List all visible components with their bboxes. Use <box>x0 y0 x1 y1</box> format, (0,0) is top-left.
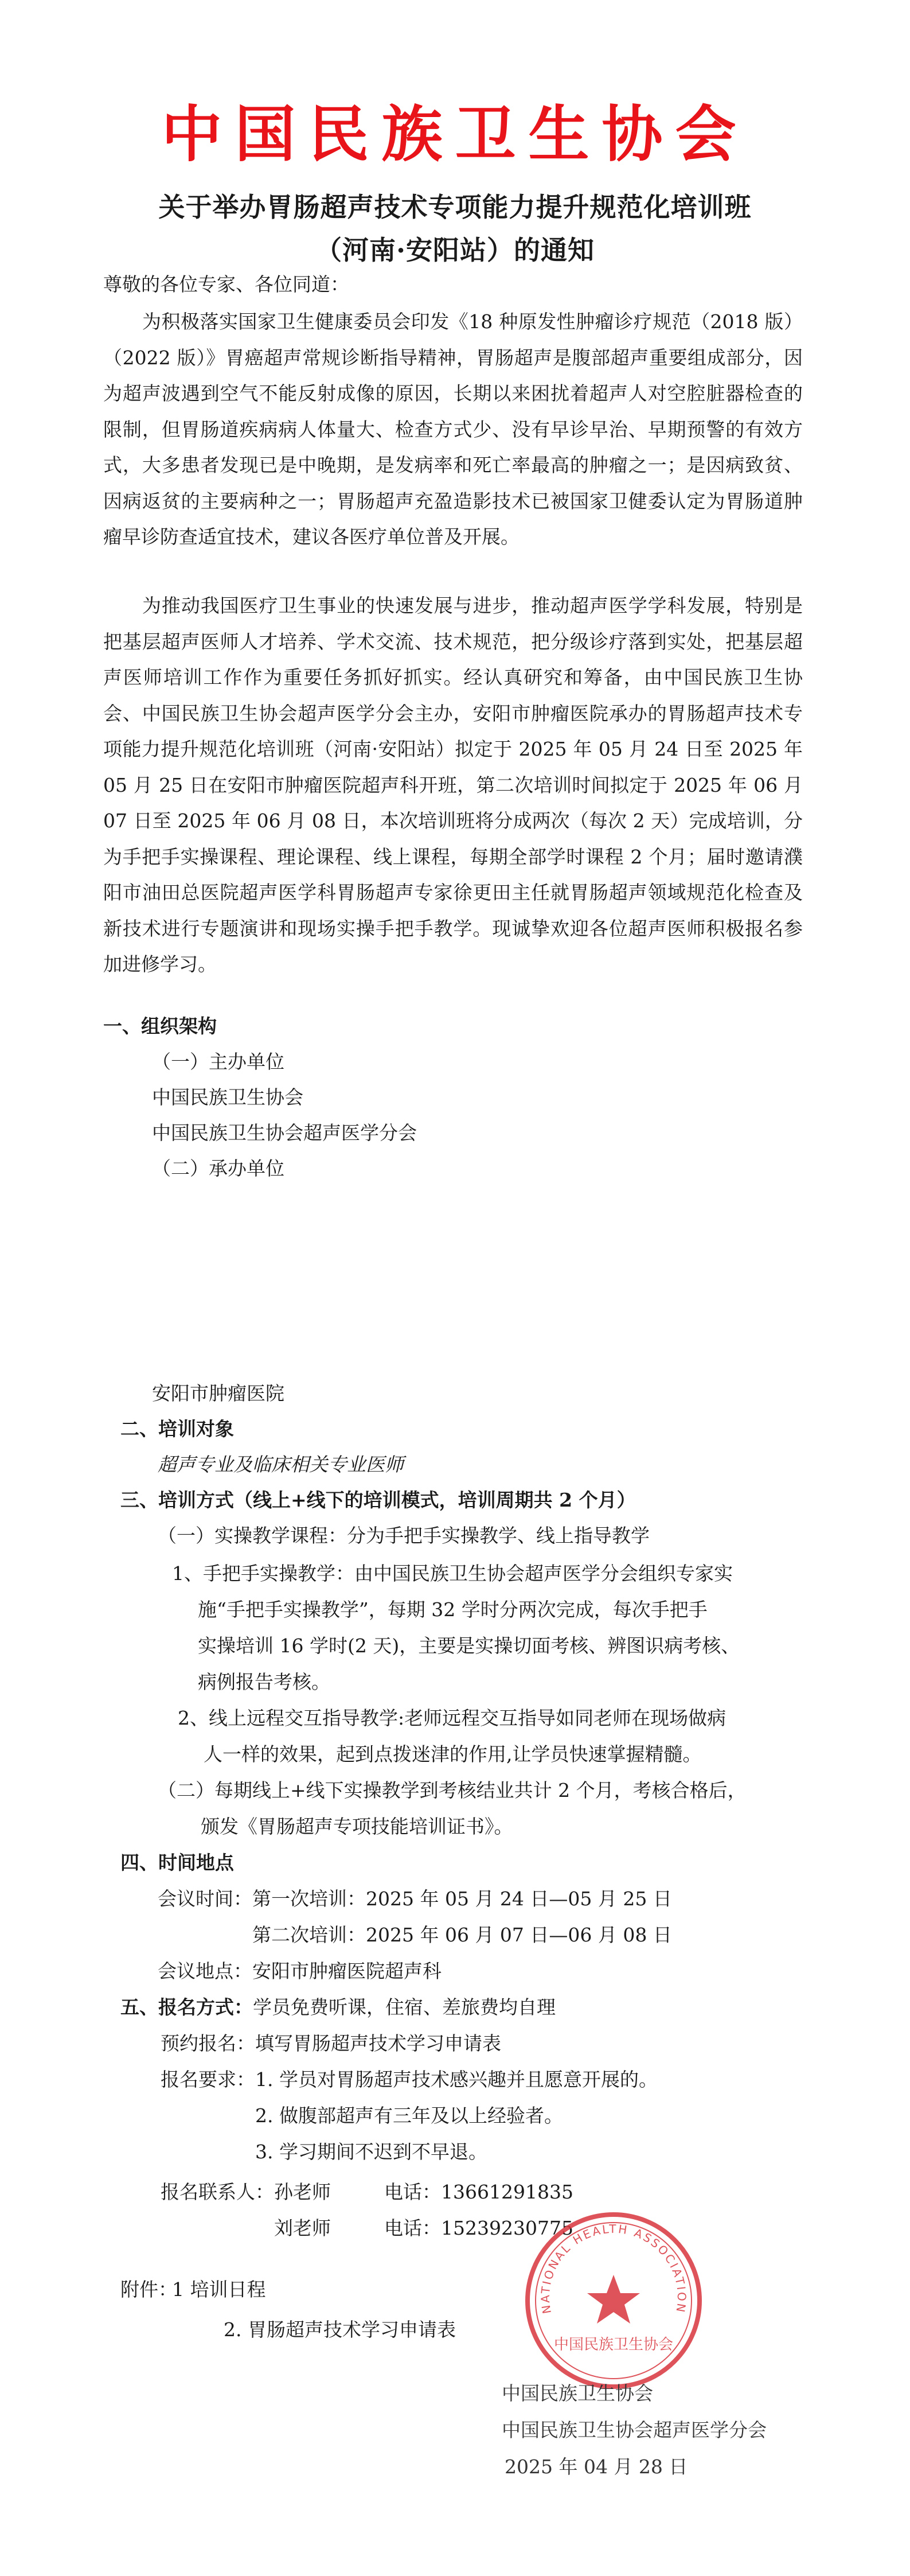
seal-star-icon <box>587 2275 640 2324</box>
item2-line1: 2、线上远程交互指导教学:老师远程交互指导如同老师在现场做病 <box>178 1707 727 1729</box>
venue-value: 安阳市肿瘤医院超声科 <box>252 1960 442 1982</box>
signature-date: 2025 年 04 月 28 日 <box>505 2456 688 2478</box>
section3-sub1: （一）实操教学课程：分为手把手实操教学、线上指导教学 <box>158 1524 650 1547</box>
requirement-1: 1. 学员对胃肠超声技术感兴趣并且愿意开展的。 <box>255 2068 658 2091</box>
seal-outer-text: NATIONAL HEALTH ASSOCIATION <box>538 2221 689 2315</box>
item2-line2: 人一样的效果，起到点拨迷津的作用,让学员快速掌握精髓。 <box>204 1743 702 1765</box>
signature-org2: 中国民族卫生协会超声医学分会 <box>502 2419 767 2441</box>
section1-heading: 一、组织架构 <box>103 1015 217 1037</box>
paragraph-intro: 为积极落实国家卫生健康委员会印发《18 种原发性肿瘤诊疗规范（2018 版）（2022 版）》胃癌超声常规诊断指导精神，胃肠超声是腹部超声重要组成部分，因为超声波遇到空气不能反射成像的原因，长期以来困扰着超声人对空腔脏器检查的限制，但胃肠道疾病病人体量大、检查方式少、没有早诊早治、早期预警的有效方式，大多患者发现已是中晚期，是发病率和死亡率最高的肿瘤之一；是因病致贫、因病返贫的主要病种之一；胃肠超声充盈造影技术已被国家卫健委认定为胃肠道肿瘤早诊防查适宜技术，建议各医疗单位普及开展。 <box>103 310 803 548</box>
venue-label: 会议地点： <box>158 1960 252 1982</box>
requirements-label: 报名要求： <box>161 2068 255 2091</box>
item1-line3: 实操培训 16 学时(2 天)，主要是实操切面考核、辨图识病考核、 <box>198 1635 740 1657</box>
item1-line2: 施“手把手实操教学”，每期 32 学时分两次完成，每次手把手 <box>198 1598 708 1621</box>
contact2-phone: 电话：15239230775 <box>384 2217 573 2239</box>
signature-org1: 中国民族卫生协会 <box>502 2382 653 2404</box>
section4-heading: 四、时间地点 <box>120 1851 234 1874</box>
official-seal <box>519 2206 708 2395</box>
contact1-phone: 电话：13661291835 <box>384 2181 573 2203</box>
organizer-1: 中国民族卫生协会 <box>152 1086 303 1108</box>
item1-line1: 1、手把手实操教学：由中国民族卫生协会超声医学分会组织专家实 <box>172 1562 733 1585</box>
item1-line4: 病例报告考核。 <box>198 1671 330 1693</box>
organizer-2: 中国民族卫生协会超声医学分会 <box>152 1122 417 1144</box>
section3-sub2-line1: （二）每期线上+线下实操教学到考核结业共计 2 个月，考核合格后， <box>158 1779 747 1801</box>
section1-sub-host: （一）主办单位 <box>152 1050 284 1073</box>
training-target: 超声专业及临床相关专业医师 <box>158 1453 404 1476</box>
section2-heading: 二、培训对象 <box>120 1418 234 1440</box>
requirement-2: 2. 做腹部超声有三年及以上经验者。 <box>255 2104 563 2127</box>
section1-sub-undertaker: （二）承办单位 <box>152 1157 284 1180</box>
contact2-name: 刘老师 <box>274 2217 331 2239</box>
contact-label: 报名联系人： <box>161 2181 274 2203</box>
first-session-dates: 第一次培训：2025 年 05 月 24 日—05 月 25 日 <box>252 1888 672 1910</box>
seal-inner-text: 中国民族卫生协会 <box>553 2336 674 2353</box>
attachments-label: 附件： <box>120 2278 177 2301</box>
second-session-dates: 第二次培训：2025 年 06 月 07 日—06 月 08 日 <box>252 1924 672 1946</box>
paragraph-purpose: 为推动我国医疗卫生事业的快速发展与进步，推动超声医学学科发展，特别是把基层超声医师人才培养、学术交流、技术规范，把分级诊疗落到实处，把基层超声医师培训工作作为重要任务抓好抓实。经认真研究和筹备，由中国民族卫生协会、中国民族卫生协会超声医学分会主办，安阳市肿瘤医院承办的胃肠超声技术专项能力提升规范化培训班（河南·安阳站）拟定于 2025 年 05 月 24 日至 2025 年 05 月 25 日在安阳市肿瘤医院超声科开班，第二次培训时间拟定于 2025 年 06 月 07 日至 2025 年 06 月 08 日，本次培训班将分成两次（每次 2 天）完成培训，分为手把手实操课程、理论课程、线上课程，每期全部学时课程 2 个月；届时邀请濮阳市油田总医院超声医学科胃肠超声专家徐更田主任就胃肠超声领域规范化检查及新技术进行专题演讲和现场实操手把手教学。现诚挚欢迎各位超声医师积极报名参加进修学习。 <box>103 594 803 975</box>
section5-fee-note: 学员免费听课，住宿、差旅费均自理 <box>253 1996 556 2018</box>
section5-line <box>120 1990 556 2026</box>
section3-heading: 三、培训方式（线上+线下的培训模式，培训周期共 2 个月） <box>120 1489 636 1511</box>
attachment-1: 1 培训日程 <box>172 2278 266 2301</box>
attachment-2: 2. 胃肠超声技术学习申请表 <box>224 2318 456 2341</box>
undertaker-org: 安阳市肿瘤医院 <box>152 1382 284 1404</box>
meeting-time-label: 会议时间： <box>158 1888 252 1910</box>
contact1-name: 孙老师 <box>274 2181 331 2203</box>
notice-title-line2: （河南·安阳站）的通知 <box>315 235 595 266</box>
org-letterhead: 中国民族卫生协会 <box>161 98 749 170</box>
section3-sub2-line2: 颁发《胃肠超声专项技能培训证书》。 <box>201 1815 513 1838</box>
greeting: 尊敬的各位专家、各位同道： <box>103 273 349 295</box>
requirement-3: 3. 学习期间不迟到不早退。 <box>255 2141 487 2163</box>
pre-registration: 预约报名：填写胃肠超声技术学习申请表 <box>161 2032 501 2054</box>
notice-title-line1: 关于举办胃肠超声技术专项能力提升规范化培训班 <box>158 192 752 223</box>
section5-heading: 五、报名方式： <box>120 1996 253 2018</box>
